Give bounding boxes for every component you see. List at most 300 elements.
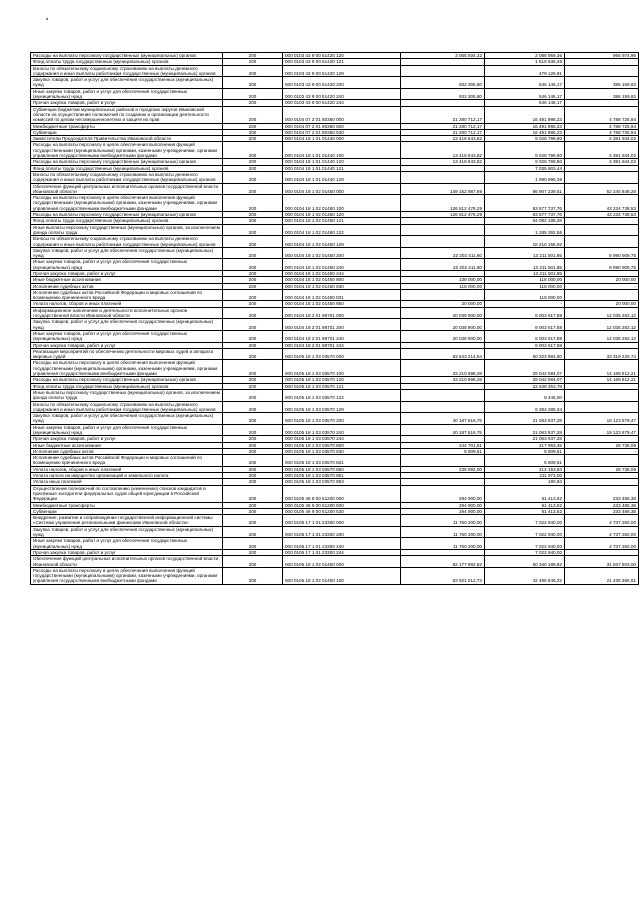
budget-classification-code-cell: 000 0104 18 1 02 01450 129 (283, 236, 401, 248)
unexecuted-amount-cell: 4 788 725,94 (565, 106, 639, 123)
table-row (31, 360, 639, 377)
executed-amount-cell: 61 413,62 (485, 502, 565, 508)
table-row (31, 106, 639, 123)
table-row (31, 247, 639, 259)
executed-amount-cell: 13 211 501,85 (485, 270, 565, 276)
expense-name-cell: Иные закупки товаров, работ и услуг для обеспечения государственных (муниципальных) нужд (31, 259, 223, 271)
line-code-cell: 200 (223, 455, 283, 467)
table-row (31, 259, 639, 271)
executed-amount-cell: 7 022 940,00 (485, 549, 565, 555)
approved-appropriations-cell: 294 900,00 (401, 485, 485, 502)
approved-appropriations-cell: 5 809,51 (401, 448, 485, 454)
executed-amount-cell: 13 211 501,85 (485, 247, 565, 259)
unexecuted-amount-cell: 4 737 260,00 (565, 515, 639, 527)
approved-appropriations-cell (401, 224, 485, 236)
executed-amount-cell: 61 413,62 (485, 508, 565, 514)
approved-appropriations-cell (401, 236, 485, 248)
line-code-cell: 200 (223, 448, 283, 454)
executed-amount-cell: 1 990 896,36 (485, 171, 565, 183)
approved-appropriations-cell (401, 65, 485, 77)
approved-appropriations-cell: 294 900,00 (401, 508, 485, 514)
approved-appropriations-cell: 40 187 616,75 (401, 424, 485, 436)
executed-amount-cell: 9 445,00 (485, 389, 565, 401)
budget-classification-code-cell: 000 0103 43 9 00 51420 244 (283, 100, 401, 106)
approved-appropriations-cell: 13 418 643,82 (401, 142, 485, 159)
table-row (31, 212, 639, 218)
line-code-cell: 200 (223, 424, 283, 436)
line-code-cell: 200 (223, 301, 283, 307)
budget-classification-code-cell: 000 0105 18 1 03 03570 853 (283, 479, 401, 485)
unexecuted-amount-cell: 19 123 679,47 (565, 413, 639, 425)
table-row (31, 53, 639, 59)
executed-amount-cell: 211 973,00 (485, 473, 565, 479)
table-row (31, 556, 639, 568)
budget-classification-code-cell: 000 0105 18 1 03 03570 200 (283, 413, 401, 425)
unexecuted-amount-cell: 31 837 803,00 (565, 556, 639, 568)
executed-amount-cell: 212 153,94 (485, 466, 565, 472)
budget-classification-code-cell: 000 0103 43 9 00 51420 129 (283, 65, 401, 77)
budget-classification-code-cell: 000 0106 17 1 01 23300 240 (283, 538, 401, 550)
line-code-cell: 200 (223, 106, 283, 123)
line-code-cell: 200 (223, 129, 283, 135)
line-code-cell: 200 (223, 183, 283, 195)
unexecuted-amount-cell: 233 486,38 (565, 508, 639, 514)
budget-classification-code-cell: 000 0106 17 1 01 23300 200 (283, 526, 401, 538)
budget-execution-sheet (30, 52, 638, 585)
approved-appropriations-cell (401, 389, 485, 401)
line-code-cell: 200 (223, 142, 283, 159)
approved-appropriations-cell: 83 643 214,54 (401, 348, 485, 360)
line-code-cell: 200 (223, 307, 283, 319)
budget-classification-code-cell: 000 0104 18 1 01 01440 120 (283, 159, 401, 165)
line-code-cell: 200 (223, 283, 283, 289)
budget-classification-code-cell: 000 0105 18 1 03 03570 851 (283, 473, 401, 479)
unexecuted-amount-cell (565, 455, 639, 467)
budget-classification-code-cell: 000 0104 18 1 02 01450 240 (283, 259, 401, 271)
executed-amount-cell: 96 907 239,61 (485, 183, 565, 195)
budget-classification-code-cell: 000 0104 18 1 01 01440 100 (283, 142, 401, 159)
executed-amount-cell: 16 491 986,23 (485, 123, 565, 129)
approved-appropriations-cell: 118 000,00 (401, 283, 485, 289)
line-code-cell: 200 (223, 330, 283, 342)
expense-name-cell: Прочая закупка товаров, работ и услуг (31, 436, 223, 442)
expense-name-cell: Межбюджетные трансферты (31, 502, 223, 508)
executed-amount-cell: 5 809,51 (485, 455, 565, 467)
executed-amount-cell: 42 485 646,22 (485, 567, 565, 584)
line-code-cell: 200 (223, 401, 283, 413)
table-row (31, 401, 639, 413)
expense-name-cell: Прочая закупка товаров, работ и услуг (31, 270, 223, 276)
unexecuted-amount-cell: 386 159,63 (565, 88, 639, 100)
budget-classification-code-cell: 000 0104 18 1 02 01450 830 (283, 283, 401, 289)
expense-name-cell: Исполнение судебных актов (31, 448, 223, 454)
approved-appropriations-cell: 21 280 712,17 (401, 123, 485, 129)
table-row (31, 195, 639, 212)
table-row (31, 307, 639, 319)
approved-appropriations-cell: 932 305,80 (401, 88, 485, 100)
line-code-cell: 200 (223, 389, 283, 401)
line-code-cell: 200 (223, 526, 283, 538)
unexecuted-amount-cell: 8 990 909,75 (565, 247, 639, 259)
executed-amount-cell: 16 491 986,23 (485, 129, 565, 135)
approved-appropriations-cell: 238 892,00 (401, 466, 485, 472)
unexecuted-amount-cell: 386 159,63 (565, 77, 639, 89)
budget-classification-code-cell: 000 0104 07 2 01 80350 530 (283, 129, 401, 135)
approved-appropriations-cell: 63 921 012,73 (401, 567, 485, 584)
approved-appropriations-cell: 149 152 887,89 (401, 183, 485, 195)
budget-classification-code-cell: 000 0105 18 1 03 03570 120 (283, 377, 401, 383)
line-code-cell: 200 (223, 567, 283, 584)
line-code-cell: 200 (223, 259, 283, 271)
executed-amount-cell: 546 146,17 (485, 77, 565, 89)
approved-appropriations-cell (401, 289, 485, 301)
table-row (31, 485, 639, 502)
line-code-cell: 200 (223, 360, 283, 377)
expense-name-cell: Расходы на выплаты персоналу государственных (муниципальных) органов (31, 377, 223, 383)
budget-classification-code-cell: 000 0104 07 2 01 80350 000 (283, 106, 401, 123)
line-code-cell: 200 (223, 515, 283, 527)
executed-amount-cell: 1 619 836,45 (485, 59, 565, 65)
expense-name-cell: Расходы на выплаты персоналу государственных (муниципальных) органов (31, 212, 223, 218)
executed-amount-cell: 7 035 903,44 (485, 165, 565, 171)
approved-appropriations-cell: 294 900,00 (401, 502, 485, 508)
budget-classification-code-cell: 000 0104 18 1 02 01450 121 (283, 218, 401, 224)
budget-table (30, 52, 639, 585)
table-body (31, 53, 639, 585)
line-code-cell: 200 (223, 159, 283, 165)
unexecuted-amount-cell: 233 486,38 (565, 485, 639, 502)
expense-name-cell: Информационное наполнение и деятельности исполнительных органов государственной власти Ивановской области (31, 307, 223, 319)
line-code-cell: 200 (223, 212, 283, 218)
unexecuted-amount-cell: 14 168 812,21 (565, 360, 639, 377)
budget-classification-code-cell: 000 0104 18 1 02 01450 831 (283, 289, 401, 301)
line-code-cell: 200 (223, 247, 283, 259)
unexecuted-amount-cell: 233 486,38 (565, 502, 639, 508)
unexecuted-amount-cell: 4 737 260,00 (565, 526, 639, 538)
budget-classification-code-cell: 000 0106 17 1 01 23300 000 (283, 515, 401, 527)
budget-classification-code-cell: 000 0104 18 1 02 01450 122 (283, 224, 401, 236)
approved-appropriations-cell: 126 812 476,29 (401, 212, 485, 218)
table-row (31, 171, 639, 183)
expense-name-cell: Фонд оплаты труда государственных (муниципальных) органов (31, 383, 223, 389)
executed-amount-cell: 21 063 937,28 (485, 424, 565, 436)
unexecuted-amount-cell: 12 035 282,12 (565, 307, 639, 319)
executed-amount-cell: 8 003 617,88 (485, 307, 565, 319)
budget-classification-code-cell: 000 0105 46 9 00 51200 000 (283, 485, 401, 502)
expense-name-cell: Иные бюджетные ассигнования (31, 442, 223, 448)
line-code-cell: 200 (223, 549, 283, 555)
table-row (31, 538, 639, 550)
expense-name-cell: Прочая закупка товаров, работ и услуг (31, 100, 223, 106)
unexecuted-amount-cell: 8 990 909,75 (565, 259, 639, 271)
expense-name-cell: Иные выплаты персоналу государственных (муниципальных) органов, за исключением фонда оплаты труда (31, 389, 223, 401)
executed-amount-cell: 180,94 (485, 479, 565, 485)
approved-appropriations-cell: 11 760 200,00 (401, 538, 485, 550)
expense-name-cell: Расходы на выплаты персоналу в целях обеспечения выполнения функций государственными (муниципальными) органами, казенными учреждениями, органами управления государственными внебюджетными фондами (31, 195, 223, 212)
budget-classification-code-cell: 000 0105 18 1 03 03570 000 (283, 348, 401, 360)
executed-amount-cell: 6 394 285,34 (485, 401, 565, 413)
executed-amount-cell: 21 063 937,28 (485, 413, 565, 425)
expense-name-cell: Субвенции бюджетам муниципальных районов и городских округов Ивановской области на осуществление полномочий по созданию и организации деятельности комиссий по делам несовершеннолетних и защите их прав (31, 106, 223, 123)
unexecuted-amount-cell (565, 236, 639, 248)
unexecuted-amount-cell: 4 391 844,02 (565, 159, 639, 165)
expense-name-cell: Фонд оплаты труда государственных (муниципальных) органов (31, 59, 223, 65)
budget-classification-code-cell: 000 0106 17 1 01 23300 244 (283, 549, 401, 555)
expense-name-cell: Расходы на выплаты персоналу в целях обеспечения выполнения функций государственными (муниципальными) органами, казенными учреждениями, органами управления государственными внебюджетными фондами (31, 142, 223, 159)
table-row (31, 289, 639, 301)
expense-name-cell: Расходы на выплаты персоналу государственных (муниципальных) органов (31, 53, 223, 59)
budget-classification-code-cell: 000 0105 18 1 03 03570 244 (283, 436, 401, 442)
budget-classification-code-cell: 000 0104 18 2 01 98701 244 (283, 342, 401, 348)
line-code-cell: 200 (223, 289, 283, 301)
approved-appropriations-cell: 22 202 411,60 (401, 259, 485, 271)
budget-classification-code-cell: 000 0104 18 1 02 01450 100 (283, 195, 401, 212)
expense-name-cell: Межбюджетные трансферты (31, 123, 223, 129)
executed-amount-cell: 118 000,00 (485, 289, 565, 301)
unexecuted-amount-cell: 20 000,00 (565, 277, 639, 283)
approved-appropriations-cell: 21 280 712,17 (401, 106, 485, 123)
unexecuted-amount-cell: 4 737 260,00 (565, 538, 639, 550)
executed-amount-cell: 8 003 617,88 (485, 342, 565, 348)
executed-amount-cell: 21 063 937,28 (485, 436, 565, 442)
executed-amount-cell: 18 210 158,92 (485, 236, 565, 248)
expense-name-cell: Заместители Председателя Правительства Ивановской области (31, 136, 223, 142)
budget-classification-code-cell: 000 0105 18 1 03 03570 800 (283, 442, 401, 448)
expense-name-cell: Реализация мероприятий по обеспечению деятельности мировых судей и аппарата мировых судей (31, 348, 223, 360)
approved-appropriations-cell: 40 187 616,75 (401, 413, 485, 425)
expense-name-cell: Взносы по обязательному социальному страхованию на выплаты денежного содержания и иные выплаты работникам государственных (муниципальных) органов (31, 401, 223, 413)
table-row (31, 65, 639, 77)
executed-amount-cell: 8 003 617,88 (485, 330, 565, 342)
expense-name-cell: Уплата иных платежей (31, 479, 223, 485)
approved-appropriations-cell: 932 305,80 (401, 77, 485, 89)
unexecuted-amount-cell (565, 401, 639, 413)
approved-appropriations-cell: 43 210 898,28 (401, 377, 485, 383)
approved-appropriations-cell: 82 177 992,82 (401, 556, 485, 568)
line-code-cell: 200 (223, 100, 283, 106)
executed-amount-cell: 13 211 501,85 (485, 259, 565, 271)
budget-classification-code-cell: 000 0104 18 1 02 01450 800 (283, 277, 401, 283)
table-row (31, 473, 639, 479)
approved-appropriations-cell: 138 000,00 (401, 277, 485, 283)
approved-appropriations-cell (401, 455, 485, 467)
table-row (31, 389, 639, 401)
unexecuted-amount-cell (565, 389, 639, 401)
line-code-cell: 200 (223, 508, 283, 514)
unexecuted-amount-cell: 4 391 844,02 (565, 142, 639, 159)
budget-classification-code-cell: 000 0105 18 1 03 03570 850 (283, 466, 401, 472)
budget-classification-code-cell: 000 0104 18 1 02 01450 200 (283, 247, 401, 259)
line-code-cell: 200 (223, 502, 283, 508)
budget-classification-code-cell: 000 0104 18 2 01 98701 240 (283, 330, 401, 342)
approved-appropriations-cell (401, 171, 485, 183)
expense-name-cell: Взносы по обязательному социальному страхованию на выплаты денежного содержания и иные выплаты работникам государственных (муниципальных) органов (31, 171, 223, 183)
line-code-cell: 200 (223, 436, 283, 442)
unexecuted-amount-cell: - (565, 283, 639, 289)
budget-classification-code-cell: 000 0104 18 2 01 98701 200 (283, 319, 401, 331)
executed-amount-cell: 8 003 617,88 (485, 319, 565, 331)
line-code-cell: 200 (223, 383, 283, 389)
expense-name-cell: Иные закупки товаров, работ и услуг для обеспечения государственных (муниципальных) нужд (31, 538, 223, 550)
executed-amount-cell: 7 022 940,00 (485, 515, 565, 527)
budget-classification-code-cell: 000 0103 43 9 00 51420 200 (283, 77, 401, 89)
budget-classification-code-cell: 000 0104 18 1 02 01450 850 (283, 301, 401, 307)
table-row (31, 567, 639, 584)
unexecuted-amount-cell (565, 171, 639, 183)
expense-name-cell: Закупка товаров, работ и услуг для обеспечения государственных (муниципальных) нужд (31, 319, 223, 331)
line-code-cell: 200 (223, 123, 283, 129)
line-code-cell: 200 (223, 442, 283, 448)
table-row (31, 348, 639, 360)
expense-name-cell: Расходы на выплаты персоналу государственных (муниципальных) органов (31, 159, 223, 165)
executed-amount-cell: 83 577 737,76 (485, 195, 565, 212)
expense-name-cell: Иные закупки товаров, работ и услуг для обеспечения государственных (муниципальных) нужд (31, 88, 223, 100)
expense-name-cell: Иные выплаты персоналу государственных (муниципальных) органов, за исключением фонда оплаты труда (31, 224, 223, 236)
line-code-cell: 200 (223, 479, 283, 485)
line-code-cell: 200 (223, 466, 283, 472)
line-code-cell: 200 (223, 348, 283, 360)
budget-classification-code-cell: 000 0104 07 2 01 80350 500 (283, 123, 401, 129)
budget-classification-code-cell: 000 0104 18 1 02 01450 000 (283, 183, 401, 195)
table-row (31, 377, 639, 383)
unexecuted-amount-cell: 43 234 738,53 (565, 195, 639, 212)
budget-classification-code-cell: 000 0104 18 1 02 01450 120 (283, 212, 401, 218)
budget-classification-code-cell: 000 0104 18 1 01 01440 129 (283, 171, 401, 183)
approved-appropriations-cell: 22 202 411,60 (401, 247, 485, 259)
approved-appropriations-cell: 21 280 712,17 (401, 129, 485, 135)
executed-amount-cell: 9 026 799,80 (485, 159, 565, 165)
expense-name-cell: Фонд оплаты труда государственных (муниципальных) органов (31, 218, 223, 224)
table-row (31, 142, 639, 159)
line-code-cell: 200 (223, 485, 283, 502)
budget-classification-code-cell: 000 0104 18 1 01 01440 000 (283, 136, 401, 142)
executed-amount-cell: 50 323 984,80 (485, 348, 565, 360)
executed-amount-cell: 5 809,51 (485, 448, 565, 454)
line-code-cell: 200 (223, 171, 283, 183)
expense-name-cell: Исполнение судебных актов Российской Федерации и мировых соглашений по возмещению причиненного вреда (31, 289, 223, 301)
table-row (31, 59, 639, 65)
budget-classification-code-cell: 000 0103 43 9 00 51420 240 (283, 88, 401, 100)
table-row (31, 455, 639, 467)
expense-name-cell: Закупка товаров, работ и услуг для обеспечения государственных (муниципальных) нужд (31, 413, 223, 425)
executed-amount-cell: 118 000,00 (485, 283, 565, 289)
table-row (31, 526, 639, 538)
line-code-cell: 200 (223, 342, 283, 348)
table-row (31, 424, 639, 436)
table-row (31, 136, 639, 142)
expense-name-cell: Исполнение судебных актов (31, 283, 223, 289)
executed-amount-cell: 9 026 799,80 (485, 142, 565, 159)
approved-appropriations-cell: 13 418 643,82 (401, 159, 485, 165)
budget-classification-code-cell: 000 0105 18 1 03 03570 129 (283, 401, 401, 413)
budget-classification-code-cell: 000 0104 18 2 01 98701 000 (283, 307, 401, 319)
table-row (31, 413, 639, 425)
executed-amount-cell: 2 088 959,36 (485, 53, 565, 59)
executed-amount-cell: 9 026 799,80 (485, 136, 565, 142)
executed-amount-cell: 7 022 940,00 (485, 526, 565, 538)
table-row (31, 183, 639, 195)
line-code-cell: 200 (223, 319, 283, 331)
expense-name-cell: Закупка товаров, работ и услуг для обеспечения государственных (муниципальных) нужд (31, 247, 223, 259)
expense-name-cell: Субвенции (31, 508, 223, 514)
line-code-cell: 200 (223, 224, 283, 236)
budget-classification-code-cell: 000 0104 18 1 02 01450 244 (283, 270, 401, 276)
expense-name-cell: Прочая закупка товаров, работ и услуг (31, 549, 223, 555)
approved-appropriations-cell: 11 760 200,00 (401, 526, 485, 538)
line-code-cell: 200 (223, 136, 283, 142)
approved-appropriations-cell: 20 038 900,00 (401, 307, 485, 319)
executed-amount-cell: 29 042 084,07 (485, 377, 565, 383)
unexecuted-amount-cell: 33 319 229,74 (565, 348, 639, 360)
expense-name-cell: Расходы на выплаты персоналу в целях обеспечения выполнения функций государственными (муниципальными) органами, казенными учреждениями, органами управления государственными внебюджетными фондами (31, 567, 223, 584)
scan-speck (46, 18, 48, 20)
unexecuted-amount-cell (565, 65, 639, 77)
expense-name-cell: Уплата налогов, сборов и иных платежей (31, 466, 223, 472)
expense-name-cell: Иные закупки товаров, работ и услуг для обеспечения государственных (муниципальных) нужд (31, 424, 223, 436)
executed-amount-cell: 546 146,17 (485, 100, 565, 106)
line-code-cell: 200 (223, 88, 283, 100)
unexecuted-amount-cell: 43 234 738,53 (565, 212, 639, 218)
unexecuted-amount-cell: 20 000,00 (565, 301, 639, 307)
unexecuted-amount-cell: 12 035 282,12 (565, 330, 639, 342)
table-row (31, 165, 639, 171)
expense-name-cell: Уплата налогов, сборов и иных платежей (31, 301, 223, 307)
approved-appropriations-cell: 20 038 900,00 (401, 330, 485, 342)
expense-name-cell: Взносы по обязательному социальному страхованию на выплаты денежного содержания и иные выплаты работникам государственных (муниципальных) органов (31, 65, 223, 77)
expense-name-cell: Осуществление полномочий по составлению (изменению) списков кандидатов в присяжные заседатели федеральных судов общей юрисдикции в Российской Федерации (31, 485, 223, 502)
executed-amount-cell: 546 146,17 (485, 88, 565, 100)
table-row (31, 383, 639, 389)
expense-name-cell: Обеспечение функций центральных исполнительных органов государственной власти Ивановской области (31, 183, 223, 195)
unexecuted-amount-cell (565, 224, 639, 236)
unexecuted-amount-cell: 966 974,96 (565, 53, 639, 59)
unexecuted-amount-cell: 14 168 812,21 (565, 377, 639, 383)
unexecuted-amount-cell: 4 788 725,94 (565, 129, 639, 135)
expense-name-cell: Закупка товаров, работ и услуг для обеспечения государственных (муниципальных) нужд (31, 77, 223, 89)
unexecuted-amount-cell: 52 245 648,28 (565, 183, 639, 195)
table-row (31, 224, 639, 236)
approved-appropriations-cell: 126 812 476,29 (401, 195, 485, 212)
expense-name-cell: Иные закупки товаров, работ и услуг для обеспечения государственных (муниципальных) нужд (31, 330, 223, 342)
table-row (31, 330, 639, 342)
line-code-cell: 200 (223, 538, 283, 550)
expense-name-cell: Уплата налога на имущество организаций и земельного налога (31, 473, 223, 479)
table-row (31, 236, 639, 248)
executed-amount-cell: 7 022 940,00 (485, 538, 565, 550)
approved-appropriations-cell: 20 000,00 (401, 301, 485, 307)
budget-classification-code-cell: 000 0105 18 1 03 03570 240 (283, 424, 401, 436)
budget-classification-code-cell: 000 0103 43 9 00 51420 120 (283, 53, 401, 59)
approved-appropriations-cell: 11 760 200,00 (401, 515, 485, 527)
budget-classification-code-cell: 000 0105 18 1 03 03570 122 (283, 389, 401, 401)
executed-amount-cell: - (485, 301, 565, 307)
budget-classification-code-cell: 000 0106 18 1 02 01450 100 (283, 567, 401, 584)
unexecuted-amount-cell: 21 435 366,51 (565, 567, 639, 584)
line-code-cell: 200 (223, 77, 283, 89)
unexecuted-amount-cell: 4 788 725,94 (565, 123, 639, 129)
expense-name-cell: Закупка товаров, работ и услуг для обеспечения государственных (муниципальных) нужд (31, 526, 223, 538)
line-code-cell: 200 (223, 53, 283, 59)
expense-name-cell: Прочая закупка товаров, работ и услуг (31, 342, 223, 348)
executed-amount-cell: 16 491 986,23 (485, 106, 565, 123)
expense-name-cell: Взносы по обязательному социальному страхованию на выплаты денежного содержания и иные выплаты работникам государственных (муниципальных) органов (31, 236, 223, 248)
line-code-cell: 200 (223, 277, 283, 283)
unexecuted-amount-cell: 4 391 844,02 (565, 136, 639, 142)
unexecuted-amount-cell (565, 289, 639, 301)
approved-appropriations-cell (401, 401, 485, 413)
expense-name-cell: Иные бюджетные ассигнования (31, 277, 223, 283)
executed-amount-cell: 50 340 189,82 (485, 556, 565, 568)
